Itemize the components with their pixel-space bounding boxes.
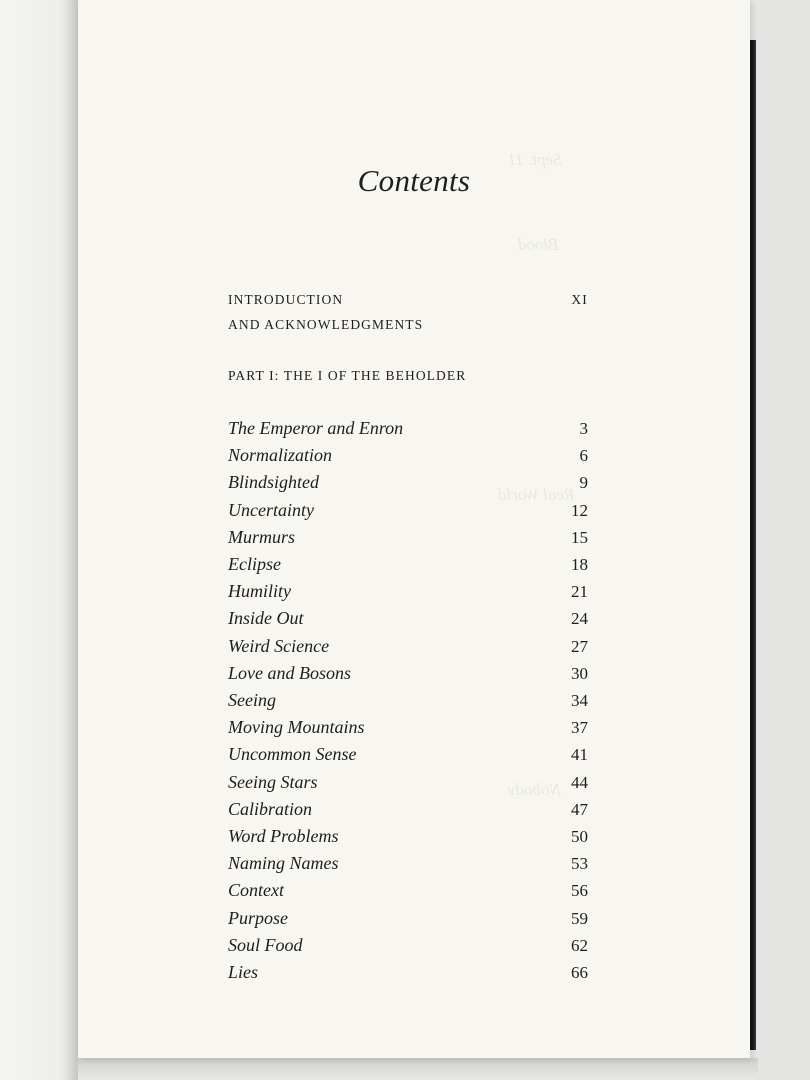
toc-entry-page: 56: [571, 881, 588, 901]
toc-entry-title: Lies: [228, 962, 259, 982]
toc-entry-page: 15: [571, 527, 588, 547]
toc-entry-title: Seeing: [228, 690, 276, 710]
toc-entry-page: 27: [571, 636, 588, 656]
toc-entry-page: 50: [571, 827, 588, 846]
front-matter-label: INTRODUCTION: [228, 292, 344, 307]
toc-entry-title: The Emperor and Enron: [228, 418, 404, 438]
toc-entry-title: Weird Science: [228, 635, 330, 656]
page-title: Contents: [357, 163, 471, 198]
toc-entry-title: Eclipse: [228, 554, 281, 574]
toc-entry-title: Moving Mountains: [228, 717, 365, 738]
toc-entry-title: Normalization: [228, 445, 333, 466]
toc-entry-title: Love and Bosons: [228, 662, 351, 683]
toc-entry-page: 6: [579, 446, 588, 466]
toc-entry-title: Word Problems: [228, 826, 339, 846]
show-through-text: Nobody: [508, 780, 561, 799]
toc-entry-title: Inside Out: [228, 608, 304, 629]
toc-entry-title: Murmurs: [228, 526, 296, 547]
toc-entry-page: 47: [571, 799, 588, 819]
toc-entry-page: 18: [571, 555, 588, 574]
toc-entry-title: Blindsighted: [228, 472, 319, 493]
toc-entry-title: Naming Names: [228, 853, 339, 874]
page-bottom-shadow: [78, 1058, 758, 1080]
show-through-text: Blood: [518, 235, 559, 254]
toc-entry-title: Uncertainty: [228, 499, 314, 520]
toc-entry-page: 9: [579, 473, 588, 493]
toc-entry-page: 12: [571, 500, 588, 520]
contents-page: [78, 0, 750, 1058]
show-through-text: Sept. 11: [508, 150, 562, 169]
front-matter-label: AND ACKNOWLEDGMENTS: [228, 317, 424, 332]
toc-entry-page: 53: [571, 854, 588, 874]
toc-entry-title: Purpose: [228, 907, 288, 928]
toc-entry-page: 66: [571, 963, 588, 982]
toc-entry-page: 37: [571, 718, 588, 738]
toc-entry-page: 44: [571, 772, 588, 792]
toc-entry-page: 62: [571, 935, 588, 955]
toc-entry-title: Humility: [228, 581, 291, 602]
part-heading: PART I: THE I OF THE BEHOLDER: [228, 368, 467, 383]
toc-entry-page: 34: [571, 691, 588, 710]
toc-entry-title: Soul Food: [228, 934, 303, 955]
toc-entry-page: 59: [571, 908, 588, 928]
front-matter-page: XI: [571, 292, 588, 307]
toc-entry-page: 41: [571, 745, 588, 765]
toc-entry-title: Calibration: [228, 798, 313, 819]
toc-entry-title: Uncommon Sense: [228, 744, 357, 765]
toc-entry-page: 30: [571, 663, 588, 683]
toc-entry-page: 21: [571, 582, 588, 602]
toc-entry-title: Seeing Stars: [228, 771, 318, 792]
show-through-text: Real World: [498, 485, 575, 504]
toc-entry-page: 24: [571, 609, 588, 629]
toc-entry-title: Context: [228, 880, 284, 901]
toc-entry-page: 3: [579, 419, 588, 438]
